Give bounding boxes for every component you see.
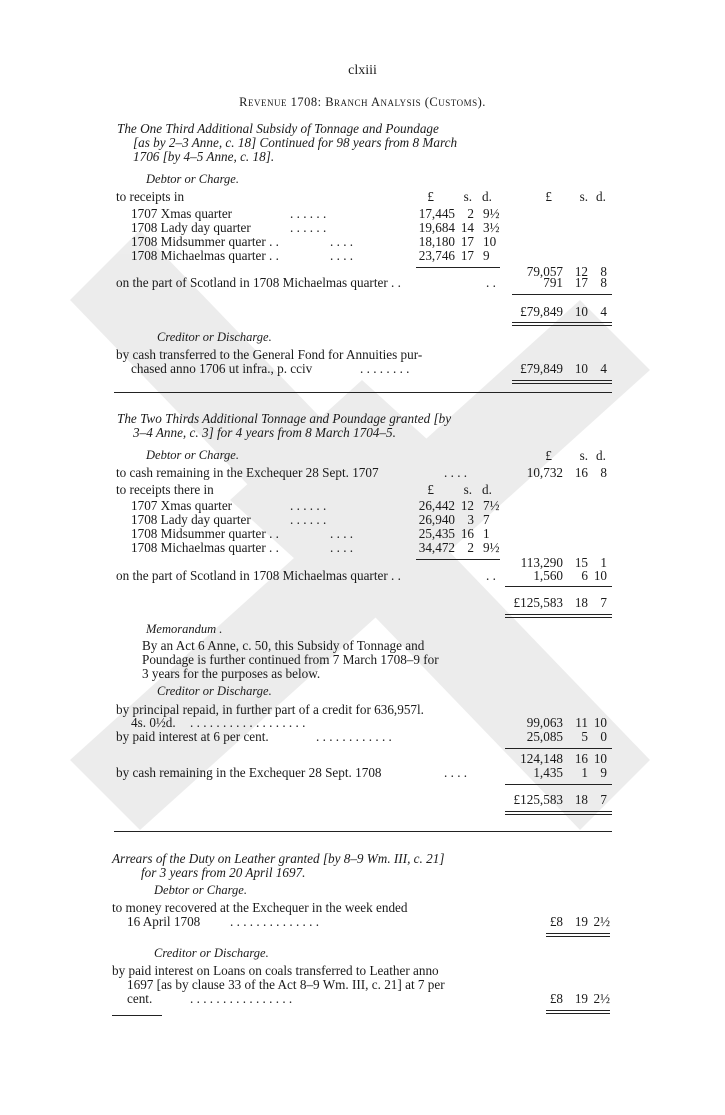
s1-subtotal-pence: 8: [600, 264, 607, 279]
s2-principal-dots: . . . . . . . . . . . . . . . . . .: [190, 715, 306, 730]
s2-row-2-dots: . . . . . .: [290, 512, 327, 527]
s1-scotland-shillings: 17: [574, 275, 588, 290]
s3-title-line-2: for 3 years from 20 April 1697.: [141, 865, 306, 880]
s1-cash-double-rule: [512, 380, 612, 384]
s2-title-line-2: 3–4 Anne, c. 3] for 4 years from 8 March 1704–5.: [133, 425, 396, 440]
s3-paid-line-3: cent.: [127, 991, 153, 1006]
s1-cash-dots: . . . . . . . .: [360, 361, 410, 376]
s2-total2-pounds: £125,583: [513, 792, 563, 807]
s2-row-2-label: 1708 Lady day quarter: [131, 512, 251, 527]
s1-cash-shillings: 10: [574, 361, 588, 376]
s1-row-2-shillings: 14: [460, 220, 474, 235]
s1-total-double-rule: [512, 322, 612, 326]
s1-row-1-label: 1707 Xmas quarter: [131, 206, 233, 221]
s2-cash-end-pence: 9: [600, 765, 607, 780]
s2-total2-pence: 7: [600, 792, 607, 807]
s2-row-4-shillings: 2: [467, 540, 474, 555]
s2-subtotal2-pounds: 124,148: [520, 751, 563, 766]
s3-paid-double-rule: [546, 1010, 610, 1014]
s2-total-pence: 7: [600, 595, 607, 610]
s1-row-3-pounds: 18,180: [418, 234, 455, 249]
s2-row-4-pounds: 34,472: [418, 540, 455, 555]
s1-col-pounds-header: £: [427, 189, 434, 204]
s3-debtor-heading: Debtor or Charge.: [154, 883, 247, 897]
s1-row-4-pounds: 23,746: [418, 248, 455, 263]
s2-receipts-label: to receipts there in: [116, 482, 214, 497]
s1-row-3-dots: . . . .: [330, 234, 354, 249]
s3-money-shillings: 19: [574, 914, 588, 929]
s2-row-2-pence: 7: [483, 512, 490, 527]
s1-col2-pence-header: d.: [596, 189, 606, 204]
s1-row-4-dots: . . . .: [330, 248, 354, 263]
s2-total-double-rule: [505, 614, 612, 618]
s3-end-rule: [112, 1015, 162, 1016]
s2-subtotal-pounds: 113,290: [520, 555, 563, 570]
s3-paid-pounds: £8: [549, 991, 563, 1006]
s1-title-line-3: 1706 [by 4–5 Anne, c. 18].: [133, 149, 275, 164]
s2-row-4-dots: . . . .: [330, 540, 354, 555]
s1-row-2-dots: . . . . . .: [290, 220, 327, 235]
s1-scotland-label: on the part of Scotland in 1708 Michaelmas quarter . .: [116, 275, 401, 290]
s2-row-2-pounds: 26,940: [418, 512, 455, 527]
s3-title-line-1: Arrears of the Duty on Leather granted [by 8–9 Wm. III, c. 21]: [112, 851, 445, 866]
s2-row-1-dots: . . . . . .: [290, 498, 327, 513]
s2-principal-pence: 10: [593, 715, 607, 730]
s2-total2-double-rule: [505, 811, 612, 815]
s2-memo-line-2: Poundage is further continued from 7 March 1708–9 for: [142, 652, 439, 667]
s1-row-3-label: 1708 Midsummer quarter . .: [131, 234, 279, 249]
s2-total-pounds: £125,583: [513, 595, 563, 610]
s2-row-2-shillings: 3: [467, 512, 474, 527]
s2-total2-rule: [505, 784, 612, 785]
s2-creditor-heading: Creditor or Discharge.: [157, 684, 272, 698]
s2-row-3-dots: . . . .: [330, 526, 354, 541]
s2-subtotal-rule: [416, 559, 500, 560]
s2-total2-shillings: 18: [574, 792, 588, 807]
s2-subtotal2-rule: [505, 748, 612, 749]
s2-row-1-pence: 7½: [483, 498, 500, 513]
s2-subtotal2-shillings: 16: [574, 751, 588, 766]
s2-cash-remaining-label: to cash remaining in the Exchequer 28 Sept. 1707: [116, 465, 379, 480]
s1-col-pence-header: d.: [482, 189, 492, 204]
s1-creditor-heading: Creditor or Discharge.: [157, 330, 272, 344]
s1-scotland-dots: . .: [486, 275, 496, 290]
s1-scotland-pence: 8: [600, 275, 607, 290]
s1-row-2-label: 1708 Lady day quarter: [131, 220, 251, 235]
s2-cash-end-shillings: 1: [581, 765, 588, 780]
s2-section-rule: [114, 831, 612, 832]
s3-money-line-1: to money recovered at the Exchequer in the week ended: [112, 900, 408, 915]
s3-paid-shillings: 19: [574, 991, 588, 1006]
s1-total-pence: 4: [600, 304, 607, 319]
s3-paid-line-2: 1697 [as by clause 33 of the Act 8–9 Wm. III, c. 21] at 7 per: [127, 977, 445, 992]
s2-subtotal-shillings: 15: [574, 555, 588, 570]
s2-cash-end-label: by cash remaining in the Exchequer 28 Sept. 1708: [116, 765, 382, 780]
s3-money-pounds: £8: [549, 914, 563, 929]
s2-subtotal-pence: 1: [600, 555, 607, 570]
s2-interest-shillings: 5: [581, 729, 588, 744]
s1-subtotal-shillings: 12: [574, 264, 588, 279]
s1-row-4-shillings: 17: [460, 248, 474, 263]
s1-receipts-label: to receipts in: [116, 189, 185, 204]
s2-scotland-pence: 10: [593, 568, 607, 583]
s2-cash-end-pounds: 1,435: [533, 765, 563, 780]
s2-inner-pounds-header: £: [427, 482, 434, 497]
s1-total-rule: [512, 294, 612, 295]
s3-money-line-2: 16 April 1708: [127, 914, 201, 929]
s2-memo-line-1: By an Act 6 Anne, c. 50, this Subsidy of Tonnage and: [142, 638, 425, 653]
s2-cash-remaining-dots: . . . .: [444, 465, 468, 480]
s2-row-3-pounds: 25,435: [418, 526, 455, 541]
s2-row-3-label: 1708 Midsummer quarter . .: [131, 526, 279, 541]
s2-title-line-1: The Two Thirds Additional Tonnage and Poundage granted [by: [117, 411, 452, 426]
s1-title-line-1: The One Third Additional Subsidy of Tonnage and Poundage: [117, 121, 439, 136]
running-head: Revenue 1708: Branch Analysis (Customs).: [239, 95, 486, 109]
s2-scotland-label: on the part of Scotland in 1708 Michaelmas quarter . .: [116, 568, 401, 583]
s2-scotland-pounds: 1,560: [533, 568, 563, 583]
s1-subtotal-rule: [416, 267, 500, 268]
s2-memo-line-3: 3 years for the purposes as below.: [142, 666, 321, 681]
s1-row-1-pounds: 17,445: [418, 206, 455, 221]
page-number: clxiii: [348, 63, 377, 78]
s2-row-3-shillings: 16: [460, 526, 474, 541]
s2-cash-remaining-pence: 8: [600, 465, 607, 480]
s2-cash-remaining-pounds: 10,732: [526, 465, 563, 480]
s1-cash-line-2: chased anno 1706 ut infra., p. cciv: [131, 361, 313, 376]
s2-col-pence-header: d.: [596, 448, 606, 463]
s2-col-shillings-header: s.: [579, 448, 588, 463]
s2-memorandum-heading: Memorandum .: [146, 622, 223, 636]
s2-scotland-shillings: 6: [581, 568, 588, 583]
s2-total-rule: [505, 586, 612, 587]
s1-col2-pounds-header: £: [545, 189, 552, 204]
s2-inner-shillings-header: s.: [463, 482, 472, 497]
s1-cash-pence: 4: [600, 361, 607, 376]
s1-title-line-2: [as by 2–3 Anne, c. 18] Continued for 98 years from 8 March: [133, 135, 458, 150]
s1-row-2-pounds: 19,684: [418, 220, 455, 235]
s2-row-4-pence: 9½: [483, 540, 500, 555]
s1-row-4-label: 1708 Michaelmas quarter . .: [131, 248, 279, 263]
s1-cash-line-1: by cash transferred to the General Fond for Annuities pur-: [116, 347, 423, 362]
s2-cash-end-dots: . . . .: [444, 765, 468, 780]
s1-row-1-shillings: 2: [467, 206, 474, 221]
s2-total-shillings: 18: [574, 595, 588, 610]
s2-interest-pence: 0: [600, 729, 607, 744]
s1-debtor-heading: Debtor or Charge.: [146, 172, 239, 186]
s1-row-3-pence: 10: [483, 234, 497, 249]
s3-money-dots: . . . . . . . . . . . . . .: [230, 914, 320, 929]
s2-principal-shillings: 11: [575, 715, 588, 730]
s1-section-rule: [114, 392, 612, 393]
s2-inner-pence-header: d.: [482, 482, 492, 497]
s2-cash-remaining-shillings: 16: [574, 465, 588, 480]
s1-total-shillings: 10: [574, 304, 588, 319]
s2-principal-pounds: 99,063: [526, 715, 563, 730]
s3-paid-dots: . . . . . . . . . . . . . . . .: [190, 991, 293, 1006]
s1-cash-pounds: £79,849: [520, 361, 563, 376]
s2-subtotal2-pence: 10: [593, 751, 607, 766]
s1-row-3-shillings: 17: [460, 234, 474, 249]
s2-row-3-pence: 1: [483, 526, 490, 541]
s3-money-pence: 2½: [593, 914, 610, 929]
s1-subtotal-pounds: 79,057: [526, 264, 563, 279]
s3-creditor-heading: Creditor or Discharge.: [154, 946, 269, 960]
s1-scotland-pounds: 791: [543, 275, 563, 290]
s3-paid-pence: 2½: [593, 991, 610, 1006]
s1-row-1-dots: . . . . . .: [290, 206, 327, 221]
s2-col-pounds-header: £: [545, 448, 552, 463]
s2-row-1-pounds: 26,442: [418, 498, 455, 513]
s2-principal-line-1: by principal repaid, in further part of a credit for 636,957l.: [116, 702, 424, 717]
s1-row-2-pence: 3½: [483, 220, 500, 235]
s1-col-shillings-header: s.: [463, 189, 472, 204]
s2-interest-label: by paid interest at 6 per cent.: [116, 729, 269, 744]
s2-scotland-dots: . .: [486, 568, 496, 583]
s1-row-4-pence: 9: [483, 248, 490, 263]
s1-row-1-pence: 9½: [483, 206, 500, 221]
s2-principal-line-2: 4s. 0½d.: [131, 715, 176, 730]
s1-total-pounds: £79,849: [520, 304, 563, 319]
s2-row-4-label: 1708 Michaelmas quarter . .: [131, 540, 279, 555]
s2-interest-pounds: 25,085: [526, 729, 563, 744]
s2-row-1-label: 1707 Xmas quarter: [131, 498, 233, 513]
s2-debtor-heading: Debtor or Charge.: [146, 448, 239, 462]
s1-col2-shillings-header: s.: [579, 189, 588, 204]
s2-interest-dots: . . . . . . . . . . . .: [316, 729, 392, 744]
s2-row-1-shillings: 12: [460, 498, 474, 513]
s3-money-double-rule: [546, 933, 610, 937]
s3-paid-line-1: by paid interest on Loans on coals transferred to Leather anno: [112, 963, 439, 978]
